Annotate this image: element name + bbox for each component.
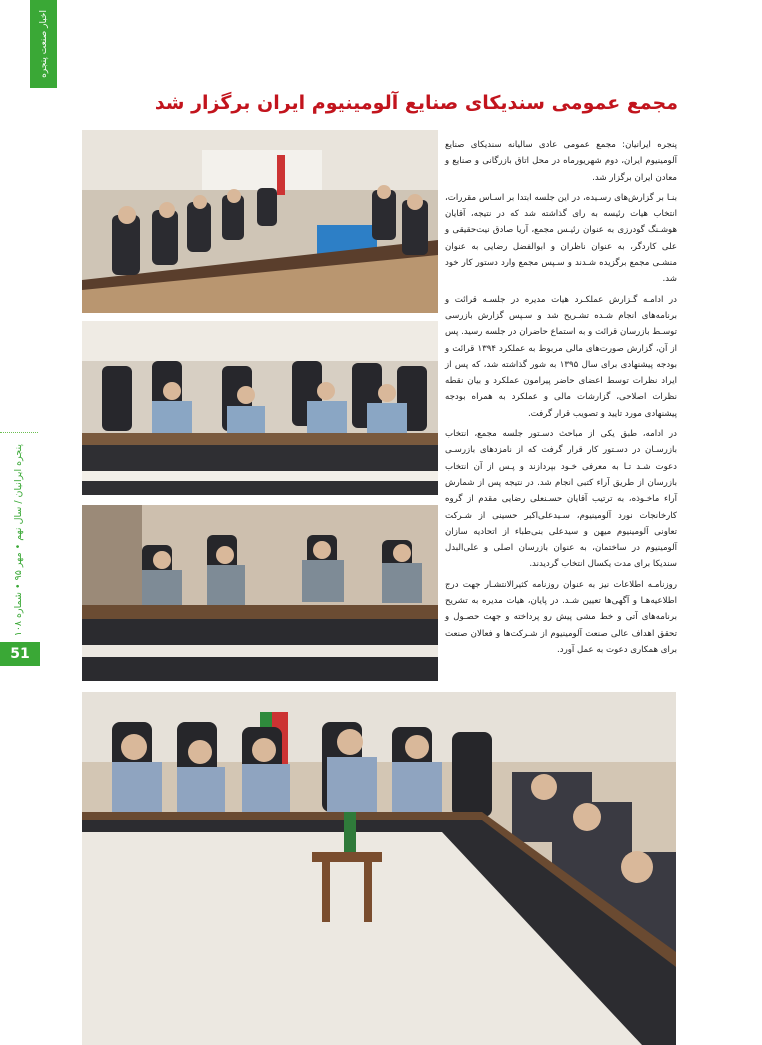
margin-dotted-rule [0, 432, 38, 433]
paragraph-5: روزنامـه اطلاعات نیز به عنوان روزنامه کثیرالانتشـار جهت درج اطلاعیه‌هـا و آگهی‌ها تعیین شـد. در پایان، هیات مدیره به تشریح برنامه‌های آتی و خط مشی پیش رو پرداخته و جهت حصـول و تحقق اهداف عالی صنعت آلومینیوم از شـرکت‌ها و فعالان صنعت برای همکاری دعوت به عمل آورد. [445, 579, 677, 655]
section-tab-label: اخبار صنعت پنجره [38, 10, 49, 78]
meeting-photo-1 [82, 130, 438, 313]
article-body [445, 137, 677, 662]
paragraph-1: پنجره ایرانیان: مجمع عمومی عادی سالیانه سندیکای صنایع آلومینیوم ایران، دوم شهریورماه در محل اتاق بازرگانی و صنایع و معادن ایران برگزار شد. [445, 140, 677, 183]
section-tab [30, 0, 57, 88]
paragraph-3: در ادامـه گـزارش عملکـرد هیات مدیره در جلسـه قرائت و برنامه‌های انجام شـده تشـریح شد و سـپس گزارش بازرسی توسـط بازرسان قرائت و به استماع حاضران در جلسه رسید. پس از آن، گزارش صورت‌های مالی مربوط به عملکرد ۱۳۹۴ قرائت و بودجه پیشنهادی برای سال ۱۳۹۵ به شور گذاشته شد، که پس از ایراد نظرات توسط اعضای حاضر پیرامون عملکرد و بیان نقطه نظرات اصلاحی، گزارشات مالی و عملکرد به همراه بودجه پیشنهادی مورد تایید و تصویب قرار گرفت. [445, 294, 677, 419]
meeting-photo-2 [82, 321, 438, 495]
meeting-photo-4 [82, 692, 676, 1045]
article-title: مجمع عمومی سندیکای صنایع آلومینیوم ایران برگزار شد [154, 92, 678, 114]
paragraph-4: در ادامه، طبق یکی از مباحث دسـتور جلسه مجمع، انتخاب بازرسـان در دسـتور کار قرار گرفت که از نامزدهای بازرسـی دعوت شـد تـا به معرفی خـود بپردازند و پـس از آن انتخاب بازرسان از طریق آراء کتبی انجام شد. در نتیجه پس از شمارش آراء ماخـوذه، به ترتیب آقایان حسـنعلی رضایی مقدم از گروه کارخانجات نورد آلومینیوم، سـیدعلی‌اکبر حسینی از شـرکت تعاونی آلومینیوم میهن و سیدعلی بنی‌طباء از اتحادیه سازان آلومینیوم در ساختمان، به عنوان بازرسان اصلی و علی‌البدل سندیکا برای مدت یکسال انتخاب گردیدند. [445, 429, 677, 570]
issue-line: پنجره ایرانیان / سال نهم • مهر ۹۵ • شماره ۱۰۸ [12, 443, 24, 637]
meeting-photo-3 [82, 505, 438, 681]
issue-spine [6, 440, 30, 640]
paragraph-2: بنـا بر گزارش‌های رسـیده، در این جلسه ابتدا بر اسـاس مقررات، انتخاب هیات رئیسه به رای گذاشته شد که در نتیجه، آقایان هوشـنگ گودرزی به عنوان رئیـس مجمع، آریا صادق نیت‌حقیقی و علی کاردگر، به عنوان ناظران و ابوالفضل رضایی به عنوان منشـی مجمع برگزیده شـدند و سـپس مجمع وارد دستور کار خود شد. [445, 192, 677, 285]
page-number: 51 [0, 642, 40, 666]
